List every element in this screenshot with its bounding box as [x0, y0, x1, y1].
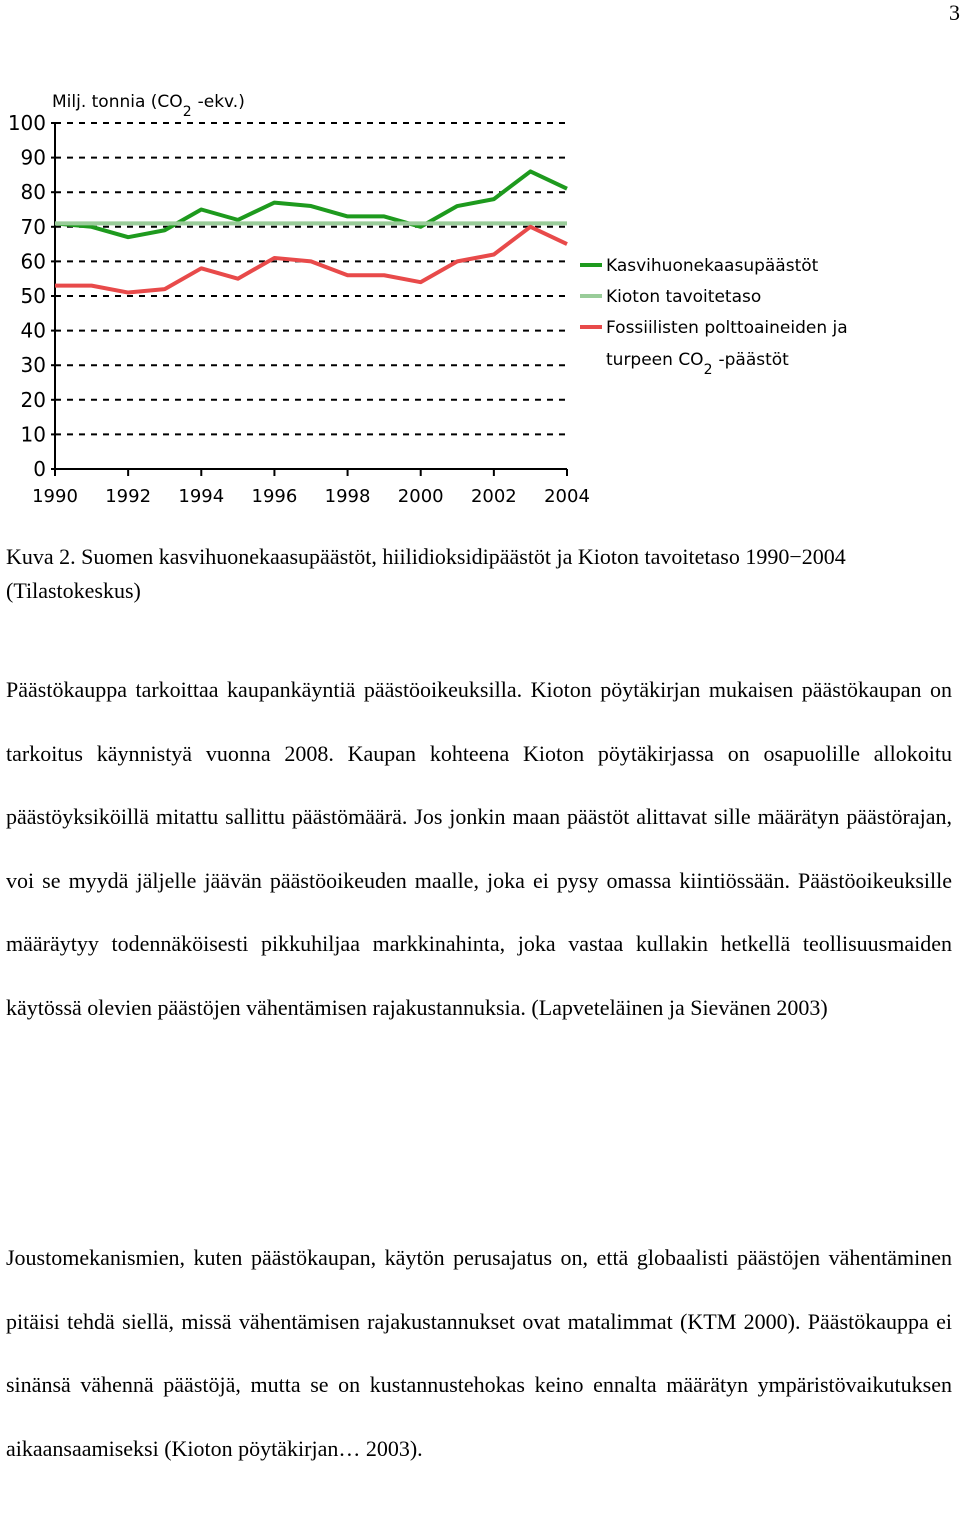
legend-item-kyoto [580, 287, 761, 307]
y-tick-label-0: 0 [33, 457, 46, 481]
x-tick-label-1998: 1998 [324, 486, 371, 507]
x-tick-label-1992: 1992 [105, 486, 152, 507]
chart-legend [580, 256, 848, 378]
paragraph-2: Joustomekanismien, kuten päästökaupan, käytön perusajatus on, että globaalisti päästöjen vähentäminen pitäisi tehdä siellä, missä vähentämisen rajakustannukset ovat matalimmat (KTM 2000). Päästökauppa ei sinänsä vähennä päästöjä, mutta se on kustannustehokas keino ennalta määrätyn ympäristövaikutuksen aikaansaamiseksi (Kioton pöytäkirjan… 2003). [6, 1245, 952, 1461]
y-tick-labels [8, 111, 55, 481]
legend-item-fossil [580, 318, 848, 378]
y-tick-label-90: 90 [20, 145, 46, 170]
y-tick-label-70: 70 [20, 214, 46, 239]
y-tick-label-100: 100 [7, 111, 46, 135]
paragraph-1: Päästökauppa tarkoittaa kaupankäyntiä päästöoikeuksilla. Kioton pöytäkirjan mukaisen päästökaupan on tarkoitus käynnistyä vuonna 2008. Kaupan kohteena Kioton pöytäkirjassa on osapuolille allokoitu päästöyksiköillä mitattu sallittu päästömäärä. Jos jonkin maan päästöt alittavat sille määrätyn päästörajan, voi se myydä jäljelle jäävän päästöoikeuden maalle, joka ei pysy omassa kiintiössään. Päästöoikeuksille määräytyy todennäköisesti pikkuhiljaa markkinahinta, joka vastaa kullakin hetkellä teollisuusmaiden käytössä olevien päästöjen vähentämisen rajakustannuksia. (Lapveteläinen ja Sievänen 2003) [6, 677, 952, 1020]
x-tick-label-2004: 2004 [544, 486, 590, 507]
y-tick-label-10: 10 [20, 422, 46, 447]
legend-label-fossil-line1: Fossiilisten polttoaineiden ja [606, 318, 848, 338]
legend-item-greenhouse [580, 256, 819, 276]
y-axis-label-tail: -ekv.) [197, 92, 245, 112]
figure-caption: Kuva 2. Suomen kasvihuonekaasupäästöt, hiilidioksidipäästöt ja Kioton tavoitetaso 1990−2004 (Tilastokeskus) [6, 544, 846, 603]
y-tick-label-80: 80 [20, 180, 46, 205]
legend-label-fossil-sub: 2 [703, 362, 713, 378]
page-number: 3 [949, 0, 960, 25]
y-tick-label-60: 60 [20, 249, 46, 274]
legend-label-greenhouse: Kasvihuonekaasupäästöt [606, 256, 819, 276]
y-tick-label-20: 20 [20, 387, 46, 412]
x-tick-label-1996: 1996 [251, 486, 298, 507]
legend-label-fossil-line2: turpeen CO [606, 350, 704, 370]
y-axis-label: Milj. tonnia ($CO_2$ -ekv.) [52, 92, 245, 120]
x-tick-label-1994: 1994 [178, 486, 225, 507]
x-tick-labels [32, 469, 590, 507]
y-tick-label-50: 50 [20, 284, 46, 308]
y-axis-label-subscript: 2 [182, 104, 192, 120]
legend-label-kyoto: Kioton tavoitetaso [606, 287, 762, 307]
legend-label-fossil-tail: -päästöt [718, 350, 789, 370]
y-tick-label-40: 40 [20, 318, 46, 343]
emissions-chart [0, 88, 900, 528]
chart-grid [55, 123, 567, 434]
x-tick-label-2002: 2002 [470, 486, 517, 507]
chart-series [55, 171, 567, 292]
x-tick-label-2000: 2000 [397, 486, 444, 507]
y-tick-label-30: 30 [20, 353, 46, 378]
legend-label-fossil [606, 318, 848, 378]
x-tick-label-1990: 1990 [32, 486, 78, 507]
